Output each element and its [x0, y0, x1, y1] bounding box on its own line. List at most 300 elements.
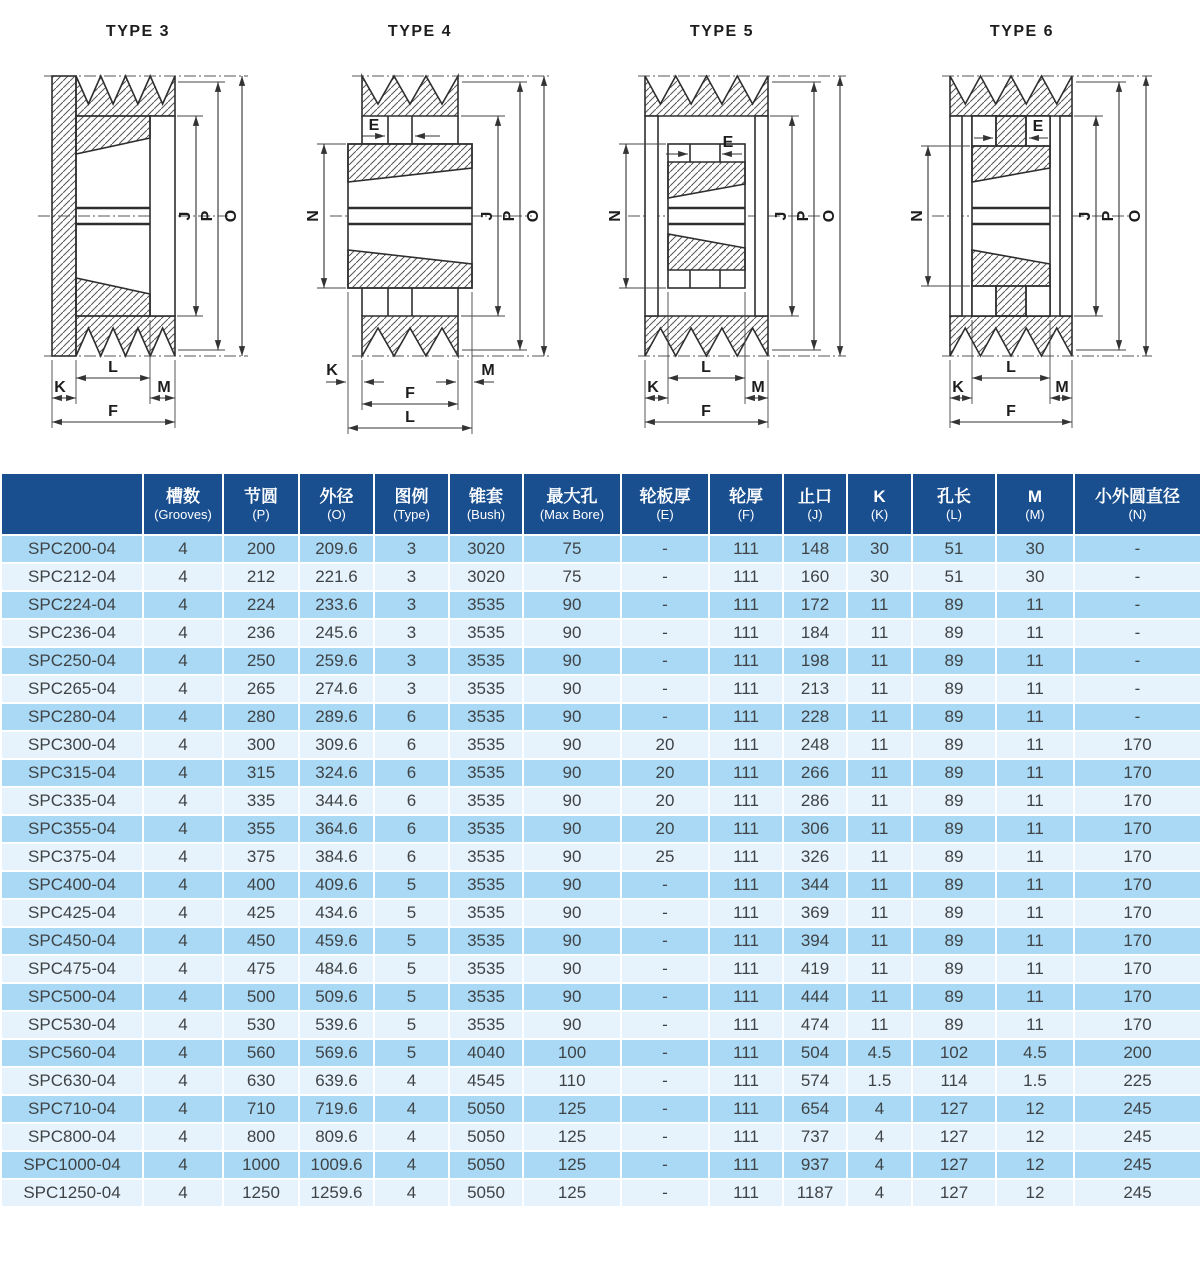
data-cell: 4 [847, 1151, 912, 1179]
data-cell: 5 [374, 955, 449, 983]
data-cell: 280 [223, 703, 299, 731]
data-cell: 89 [912, 675, 996, 703]
header-cell-model [1, 473, 143, 535]
data-cell: 3 [374, 675, 449, 703]
data-cell: 560 [223, 1039, 299, 1067]
data-cell: 5050 [449, 1151, 523, 1179]
data-cell: 75 [523, 535, 621, 563]
data-cell: 89 [912, 955, 996, 983]
dim-label-n: N [909, 210, 926, 222]
data-cell: 4.5 [996, 1039, 1074, 1067]
data-cell: 300 [223, 731, 299, 759]
data-cell: 12 [996, 1151, 1074, 1179]
model-cell: SPC335-04 [1, 787, 143, 815]
data-cell: 11 [996, 927, 1074, 955]
data-cell: 170 [1074, 983, 1200, 1011]
data-cell: 75 [523, 563, 621, 591]
table-row [1, 591, 1200, 619]
data-cell: 25 [621, 843, 709, 871]
data-cell: 444 [783, 983, 847, 1011]
data-cell: 20 [621, 759, 709, 787]
model-cell: SPC475-04 [1, 955, 143, 983]
table-row [1, 535, 1200, 563]
data-cell: 170 [1074, 1011, 1200, 1039]
data-cell: 248 [783, 731, 847, 759]
data-cell: 20 [621, 731, 709, 759]
data-cell: 4 [143, 871, 223, 899]
data-cell: 937 [783, 1151, 847, 1179]
data-cell: 90 [523, 927, 621, 955]
data-cell: 1.5 [847, 1067, 912, 1095]
data-cell: 4 [374, 1123, 449, 1151]
model-cell: SPC560-04 [1, 1039, 143, 1067]
data-cell: 11 [847, 871, 912, 899]
header-cell: 小外圆直径 (N) [1074, 473, 1200, 535]
data-cell: 198 [783, 647, 847, 675]
data-cell: 1009.6 [299, 1151, 374, 1179]
model-cell: SPC425-04 [1, 899, 143, 927]
data-cell: 11 [996, 955, 1074, 983]
data-cell: 324.6 [299, 759, 374, 787]
data-cell: 306 [783, 815, 847, 843]
header-cell: 止口 (J) [783, 473, 847, 535]
data-cell: 111 [709, 843, 783, 871]
data-cell: 509.6 [299, 983, 374, 1011]
data-cell: - [1074, 675, 1200, 703]
data-cell: 11 [996, 619, 1074, 647]
data-cell: 4 [143, 843, 223, 871]
data-cell: 233.6 [299, 591, 374, 619]
data-cell: 111 [709, 927, 783, 955]
data-cell: 90 [523, 703, 621, 731]
data-cell: 654 [783, 1095, 847, 1123]
drawing-title: TYPE 5 [689, 23, 755, 40]
data-cell: 6 [374, 703, 449, 731]
data-cell: 3535 [449, 1011, 523, 1039]
dim-label-k: K [326, 362, 338, 379]
data-cell: 200 [1074, 1039, 1200, 1067]
data-cell: - [621, 647, 709, 675]
data-cell: 4 [374, 1067, 449, 1095]
data-cell: 5 [374, 983, 449, 1011]
data-cell: - [621, 591, 709, 619]
model-cell: SPC250-04 [1, 647, 143, 675]
data-cell: 125 [523, 1151, 621, 1179]
model-cell: SPC355-04 [1, 815, 143, 843]
data-cell: 209.6 [299, 535, 374, 563]
data-cell: 111 [709, 1067, 783, 1095]
data-cell: 100 [523, 1039, 621, 1067]
table-row [1, 1095, 1200, 1123]
data-cell: 11 [996, 591, 1074, 619]
data-cell: 474 [783, 1011, 847, 1039]
dim-label-p: P [795, 210, 812, 222]
data-cell: 569.6 [299, 1039, 374, 1067]
data-cell: 4 [143, 815, 223, 843]
model-cell: SPC224-04 [1, 591, 143, 619]
data-cell: 111 [709, 899, 783, 927]
data-cell: 11 [996, 731, 1074, 759]
data-cell: 4 [143, 787, 223, 815]
data-cell: 400 [223, 871, 299, 899]
data-cell: 245 [1074, 1151, 1200, 1179]
header-cell: 最大孔 (Max Bore) [523, 473, 621, 535]
data-cell: 4 [143, 675, 223, 703]
data-cell: 89 [912, 647, 996, 675]
data-cell: - [1074, 535, 1200, 563]
dim-label-f: F [1006, 403, 1016, 420]
data-cell: 3 [374, 619, 449, 647]
data-cell: 89 [912, 815, 996, 843]
data-cell: 90 [523, 899, 621, 927]
table-row [1, 1151, 1200, 1179]
data-cell: 6 [374, 787, 449, 815]
data-cell: 89 [912, 731, 996, 759]
data-cell: 3020 [449, 563, 523, 591]
pulley-drawings-section [0, 0, 1200, 458]
data-cell: 710 [223, 1095, 299, 1123]
table-row [1, 983, 1200, 1011]
data-cell: 170 [1074, 955, 1200, 983]
data-cell: 245 [1074, 1123, 1200, 1151]
data-cell: 20 [621, 787, 709, 815]
data-cell: 266 [783, 759, 847, 787]
data-cell: 111 [709, 535, 783, 563]
model-cell: SPC710-04 [1, 1095, 143, 1123]
data-cell: 225 [1074, 1067, 1200, 1095]
data-cell: 459.6 [299, 927, 374, 955]
data-cell: 111 [709, 1039, 783, 1067]
data-cell: 4 [143, 731, 223, 759]
data-cell: 434.6 [299, 899, 374, 927]
data-cell: 344 [783, 871, 847, 899]
data-cell: 4 [143, 1179, 223, 1207]
data-cell: 3535 [449, 731, 523, 759]
dim-label-o: O [1127, 209, 1144, 223]
data-cell: 4 [143, 1011, 223, 1039]
data-cell: 11 [847, 843, 912, 871]
data-cell: 11 [847, 1011, 912, 1039]
dim-label-l: L [1006, 359, 1016, 376]
data-cell: 11 [847, 591, 912, 619]
data-cell: 3535 [449, 675, 523, 703]
data-cell: 11 [847, 983, 912, 1011]
data-cell: 89 [912, 591, 996, 619]
data-cell: 409.6 [299, 871, 374, 899]
data-cell: 4 [374, 1151, 449, 1179]
data-cell: - [621, 983, 709, 1011]
drawing-title: TYPE 6 [989, 23, 1055, 40]
table-row [1, 787, 1200, 815]
model-cell: SPC800-04 [1, 1123, 143, 1151]
data-cell: 450 [223, 927, 299, 955]
data-cell: 89 [912, 759, 996, 787]
table-row [1, 647, 1200, 675]
data-cell: - [1074, 703, 1200, 731]
data-cell: 111 [709, 787, 783, 815]
dim-label-l: L [108, 359, 118, 376]
dim-label-l: L [405, 409, 415, 426]
data-cell: 200 [223, 535, 299, 563]
data-cell: - [621, 703, 709, 731]
data-cell: 111 [709, 815, 783, 843]
data-cell: 484.6 [299, 955, 374, 983]
dim-label-j: J [773, 211, 790, 221]
data-cell: 212 [223, 563, 299, 591]
data-cell: 90 [523, 619, 621, 647]
data-cell: 315 [223, 759, 299, 787]
data-cell: 111 [709, 955, 783, 983]
model-cell: SPC450-04 [1, 927, 143, 955]
data-cell: 3535 [449, 899, 523, 927]
data-cell: 3535 [449, 955, 523, 983]
data-cell: 125 [523, 1123, 621, 1151]
data-cell: 4 [143, 1095, 223, 1123]
data-cell: 90 [523, 871, 621, 899]
data-cell: 89 [912, 787, 996, 815]
model-cell: SPC500-04 [1, 983, 143, 1011]
data-cell: 11 [996, 675, 1074, 703]
data-cell: - [621, 1123, 709, 1151]
data-cell: 11 [996, 899, 1074, 927]
data-cell: 89 [912, 899, 996, 927]
data-cell: 4 [847, 1095, 912, 1123]
data-cell: 111 [709, 731, 783, 759]
data-cell: 11 [847, 703, 912, 731]
data-cell: 1.5 [996, 1067, 1074, 1095]
data-cell: - [621, 955, 709, 983]
table-row [1, 759, 1200, 787]
data-cell: 111 [709, 759, 783, 787]
dim-label-k: K [54, 379, 66, 396]
data-cell: 245.6 [299, 619, 374, 647]
data-cell: 170 [1074, 731, 1200, 759]
data-cell: 111 [709, 1151, 783, 1179]
data-cell: 148 [783, 535, 847, 563]
data-cell: 11 [847, 927, 912, 955]
data-cell: 89 [912, 927, 996, 955]
table-row [1, 619, 1200, 647]
header-cell: 轮板厚 (E) [621, 473, 709, 535]
data-cell: 4 [143, 1067, 223, 1095]
data-cell: 11 [996, 871, 1074, 899]
model-cell: SPC1000-04 [1, 1151, 143, 1179]
table-row [1, 1123, 1200, 1151]
header-cell: 图例 (Type) [374, 473, 449, 535]
data-cell: 213 [783, 675, 847, 703]
data-cell: 236 [223, 619, 299, 647]
table-row [1, 1067, 1200, 1095]
data-cell: 4 [847, 1179, 912, 1207]
dim-label-f: F [108, 403, 118, 420]
data-cell: 11 [996, 647, 1074, 675]
data-cell: 4 [143, 563, 223, 591]
data-cell: 4 [143, 983, 223, 1011]
data-cell: 102 [912, 1039, 996, 1067]
data-cell: 90 [523, 675, 621, 703]
data-cell: - [621, 871, 709, 899]
header-cell: 轮厚 (F) [709, 473, 783, 535]
dim-label-p: P [501, 210, 518, 222]
dim-label-k: K [952, 379, 964, 396]
data-cell: 160 [783, 563, 847, 591]
model-cell: SPC280-04 [1, 703, 143, 731]
header-row [1, 473, 1200, 535]
dim-label-f: F [405, 385, 415, 402]
data-cell: 419 [783, 955, 847, 983]
data-cell: - [1074, 563, 1200, 591]
data-cell: 4 [374, 1095, 449, 1123]
data-cell: - [621, 927, 709, 955]
data-cell: 4 [143, 899, 223, 927]
data-cell: 89 [912, 619, 996, 647]
data-cell: 111 [709, 871, 783, 899]
data-cell: 12 [996, 1123, 1074, 1151]
data-cell: - [621, 619, 709, 647]
data-cell: 4545 [449, 1067, 523, 1095]
data-cell: - [621, 1095, 709, 1123]
data-cell: - [621, 1039, 709, 1067]
data-cell: 719.6 [299, 1095, 374, 1123]
data-cell: 11 [847, 759, 912, 787]
data-cell: 11 [847, 619, 912, 647]
data-cell: 6 [374, 759, 449, 787]
data-cell: 228 [783, 703, 847, 731]
data-cell: 90 [523, 591, 621, 619]
dim-label-j: J [1077, 211, 1094, 221]
data-cell: 89 [912, 703, 996, 731]
model-cell: SPC375-04 [1, 843, 143, 871]
data-cell: 184 [783, 619, 847, 647]
data-cell: 11 [847, 787, 912, 815]
data-cell: 3020 [449, 535, 523, 563]
header-cell: 槽数 (Grooves) [143, 473, 223, 535]
dim-label-f: F [701, 403, 711, 420]
dim-label-m: M [157, 379, 171, 396]
data-cell: 11 [847, 899, 912, 927]
table-row [1, 563, 1200, 591]
data-cell: 170 [1074, 815, 1200, 843]
data-cell: 11 [847, 731, 912, 759]
data-cell: 639.6 [299, 1067, 374, 1095]
data-cell: 3 [374, 535, 449, 563]
data-cell: 4 [143, 703, 223, 731]
table-row [1, 899, 1200, 927]
model-cell: SPC315-04 [1, 759, 143, 787]
header-cell: 外径 (O) [299, 473, 374, 535]
data-cell: 172 [783, 591, 847, 619]
data-cell: 11 [847, 815, 912, 843]
data-cell: 375 [223, 843, 299, 871]
data-cell: 89 [912, 1011, 996, 1039]
data-cell: 90 [523, 955, 621, 983]
data-cell: 224 [223, 591, 299, 619]
data-cell: 170 [1074, 871, 1200, 899]
dim-label-n: N [607, 210, 624, 222]
model-cell: SPC212-04 [1, 563, 143, 591]
data-cell: 5050 [449, 1095, 523, 1123]
data-cell: 127 [912, 1179, 996, 1207]
header-cell: M (M) [996, 473, 1074, 535]
data-cell: 111 [709, 1123, 783, 1151]
model-cell: SPC1250-04 [1, 1179, 143, 1207]
data-cell: 4.5 [847, 1039, 912, 1067]
data-cell: 89 [912, 983, 996, 1011]
data-cell: 3535 [449, 815, 523, 843]
data-cell: 90 [523, 815, 621, 843]
model-cell: SPC236-04 [1, 619, 143, 647]
data-cell: 111 [709, 983, 783, 1011]
data-cell: 5 [374, 899, 449, 927]
data-cell: 11 [996, 983, 1074, 1011]
data-cell: 11 [847, 675, 912, 703]
data-cell: 3535 [449, 619, 523, 647]
data-cell: 30 [996, 535, 1074, 563]
data-cell: - [621, 1151, 709, 1179]
data-cell: 30 [847, 535, 912, 563]
model-cell: SPC530-04 [1, 1011, 143, 1039]
data-cell: 3535 [449, 983, 523, 1011]
dim-label-k: K [647, 379, 659, 396]
data-cell: 475 [223, 955, 299, 983]
dim-label-o: O [525, 209, 542, 223]
header-cell: 节圆 (P) [223, 473, 299, 535]
data-cell: 245 [1074, 1095, 1200, 1123]
data-cell: 5050 [449, 1179, 523, 1207]
data-cell: - [621, 563, 709, 591]
data-cell: 111 [709, 1095, 783, 1123]
table-row [1, 1179, 1200, 1207]
data-cell: 800 [223, 1123, 299, 1151]
data-cell: 250 [223, 647, 299, 675]
data-cell: 809.6 [299, 1123, 374, 1151]
data-cell: 5 [374, 1039, 449, 1067]
data-cell: - [621, 1011, 709, 1039]
data-cell: 3 [374, 647, 449, 675]
data-cell: 274.6 [299, 675, 374, 703]
data-cell: 125 [523, 1179, 621, 1207]
data-cell: 11 [996, 815, 1074, 843]
data-cell: 127 [912, 1151, 996, 1179]
dim-label-e: E [1032, 118, 1044, 135]
dim-label-l: L [701, 359, 711, 376]
data-cell: 221.6 [299, 563, 374, 591]
data-cell: 286 [783, 787, 847, 815]
data-cell: 11 [996, 759, 1074, 787]
dim-label-p: P [1100, 210, 1117, 222]
data-cell: 504 [783, 1039, 847, 1067]
data-cell: 4 [143, 647, 223, 675]
data-cell: - [621, 899, 709, 927]
model-cell: SPC630-04 [1, 1067, 143, 1095]
data-cell: 51 [912, 563, 996, 591]
data-cell: 51 [912, 535, 996, 563]
drawing-title: TYPE 3 [105, 23, 171, 40]
data-cell: 111 [709, 675, 783, 703]
data-cell: 737 [783, 1123, 847, 1151]
data-cell: 3 [374, 563, 449, 591]
data-cell: 539.6 [299, 1011, 374, 1039]
pulley-drawing-type-3 [0, 4, 300, 454]
data-cell: - [1074, 647, 1200, 675]
model-cell: SPC400-04 [1, 871, 143, 899]
data-cell: 114 [912, 1067, 996, 1095]
data-cell: 30 [847, 563, 912, 591]
data-cell: 111 [709, 1179, 783, 1207]
table-row [1, 731, 1200, 759]
data-cell: 3535 [449, 787, 523, 815]
data-cell: 4 [374, 1179, 449, 1207]
